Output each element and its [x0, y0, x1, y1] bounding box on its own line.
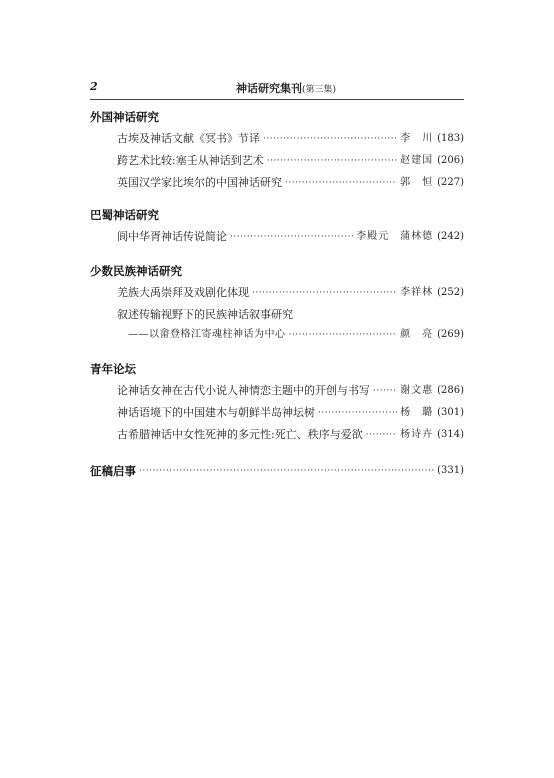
toc-entry[interactable]: [117, 228, 464, 246]
dot-leader: [230, 228, 353, 246]
dot-leader: [373, 382, 397, 400]
entry-author: 颜 亮: [400, 329, 434, 340]
toc-entry[interactable]: [117, 284, 464, 302]
call-for-papers-page: (331): [437, 465, 464, 476]
journal-title-text: 神话研究集刊: [236, 82, 302, 95]
entry-page: (183): [437, 133, 464, 144]
section-foreign-myth: [90, 108, 464, 196]
entry-author: 李 川: [400, 133, 434, 144]
section-title: 外国神话研究: [90, 110, 159, 124]
dot-leader: [139, 462, 434, 480]
section-ethnic-myth: [90, 262, 464, 348]
dot-leader: [263, 130, 397, 148]
entry-page: (252): [437, 287, 464, 298]
entry-author: 赵建国: [400, 155, 434, 166]
section-bashu-myth: [90, 206, 464, 250]
section-youth-forum: [90, 360, 464, 448]
toc-entry[interactable]: [117, 130, 464, 148]
entry-title: 阆中华胥神话传说简论: [117, 230, 227, 243]
toc-entry[interactable]: [117, 174, 464, 192]
page-number: 2: [90, 80, 98, 93]
entry-author: 杨 璐: [400, 407, 434, 418]
toc-entry[interactable]: [117, 382, 464, 400]
entry-author: 李祥林: [400, 287, 434, 298]
entry-title: 神话语境下的中国建木与朝鲜半岛神坛树: [117, 406, 315, 419]
header-rule: [90, 99, 464, 100]
section-title: 青年论坛: [90, 362, 136, 376]
dot-leader: [285, 174, 397, 192]
entry-title: 古埃及神话文献《冥书》节译: [117, 132, 260, 145]
running-header: [90, 80, 464, 96]
dot-leader: [366, 426, 397, 444]
entry-author: 谢文惠: [400, 385, 434, 396]
entry-author: 郭 恒: [400, 177, 434, 188]
journal-title: [236, 80, 336, 96]
entry-page: (242): [437, 231, 464, 242]
toc-entry[interactable]: [117, 152, 464, 170]
entry-title: 叙述传输视野下的民族神话叙事研究: [117, 308, 293, 321]
toc-entry-call-for-papers[interactable]: [90, 462, 464, 480]
entry-page: (206): [437, 155, 464, 166]
toc-entry[interactable]: [117, 426, 464, 444]
entry-page: (314): [437, 429, 464, 440]
toc-entry[interactable]: [117, 306, 464, 324]
entry-page: (227): [437, 177, 464, 188]
call-for-papers-title: 征稿启事: [90, 464, 136, 478]
entry-page: (269): [437, 329, 464, 340]
entry-author: 李殿元 蒲林德: [356, 231, 434, 242]
journal-volume: (第三集): [302, 85, 337, 95]
toc-entry[interactable]: [117, 404, 464, 422]
entry-title: 古希腊神话中女性死神的多元性:死亡、秩序与爱欲: [117, 428, 363, 441]
section-title: 巴蜀神话研究: [90, 208, 159, 222]
entry-title: 羌族大禹崇拜及戏剧化体现: [117, 286, 249, 299]
toc-entry-subtitle[interactable]: [128, 326, 464, 344]
entry-title: 英国汉学家比埃尔的中国神话研究: [117, 176, 282, 189]
dot-leader: [267, 152, 397, 170]
dot-leader: [252, 284, 397, 302]
dot-leader: [318, 404, 397, 422]
entry-subtitle: ——以畲登格江寄魂柱神话为中心: [128, 329, 286, 340]
entry-title: 跨艺术比较:塞壬从神话到艺术: [117, 154, 264, 167]
section-title: 少数民族神话研究: [90, 264, 182, 278]
entry-page: (286): [437, 385, 464, 396]
entry-page: (301): [437, 407, 464, 418]
entry-title: 论神话女神在古代小说人神情恋主题中的开创与书写: [117, 384, 370, 397]
dot-leader: [289, 326, 398, 344]
entry-author: 杨诗卉: [400, 429, 434, 440]
